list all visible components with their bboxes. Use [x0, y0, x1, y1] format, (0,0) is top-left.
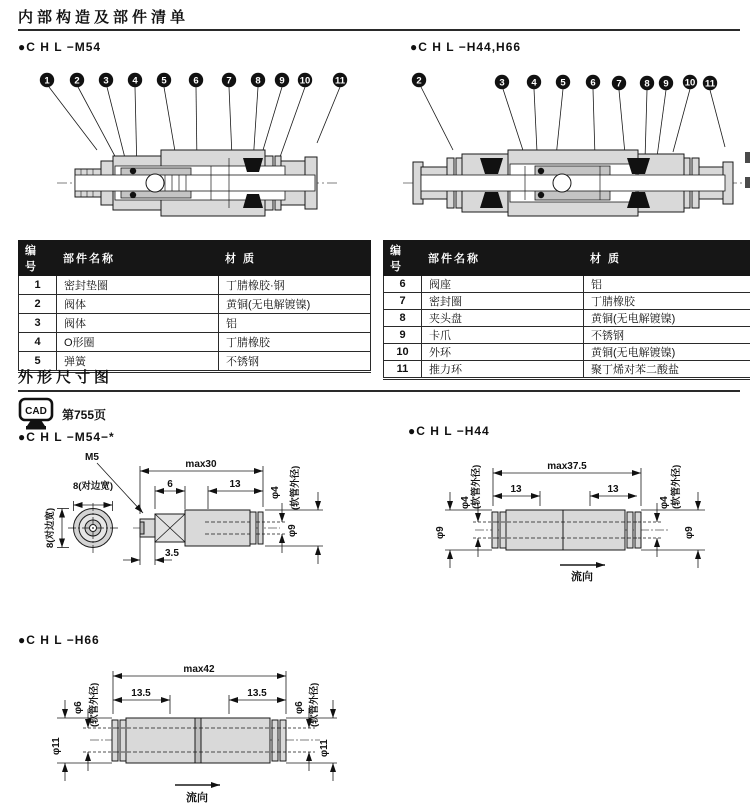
m54-dia-tube-label: φ4 [270, 486, 281, 499]
svg-text:1: 1 [44, 75, 50, 87]
h66-len-r-label: 13.5 [247, 688, 267, 699]
table-row [19, 295, 371, 314]
col-header-name: 部件名称 [422, 241, 584, 276]
dimension-drawing-m54 [35, 443, 335, 573]
svg-text:7: 7 [226, 75, 232, 87]
section1-title: 内部构造及部件清单 [18, 9, 190, 26]
h44-dia-body-r-label: φ9 [684, 526, 695, 539]
part-material: 黄铜(无电解镀镍) [219, 295, 371, 314]
part-material: 铝 [219, 314, 371, 333]
part-name: 阀座 [422, 276, 584, 293]
page-edge-tab [745, 152, 750, 163]
m54-side-view [133, 510, 280, 546]
svg-text:5: 5 [560, 77, 566, 89]
part-material: 丁腈橡胶 [584, 293, 750, 310]
svg-text:4: 4 [132, 75, 138, 87]
table-header-row [384, 241, 750, 276]
svg-text:10: 10 [299, 75, 311, 87]
cad-monitor-icon [18, 397, 56, 431]
table-row [384, 361, 750, 379]
h44h66-callouts [412, 73, 717, 90]
table-row [384, 310, 750, 327]
part-no: 6 [384, 276, 422, 293]
part-material: 不锈钢 [584, 327, 750, 344]
part-no: 4 [19, 333, 57, 352]
svg-text:6: 6 [193, 75, 199, 87]
dimension-drawing-h44 [405, 443, 750, 593]
part-material: 丁腈橡胶·钢 [219, 276, 371, 295]
part-name: 密封圈 [422, 293, 584, 310]
part-name: 卡爪 [422, 327, 584, 344]
h66-flow-label: 流向 [186, 792, 208, 804]
h44-len-r-label: 13 [607, 484, 619, 495]
svg-text:11: 11 [334, 75, 346, 87]
part-no: 3 [19, 314, 57, 333]
part-no: 1 [19, 276, 57, 295]
table-row [384, 276, 750, 293]
part-no: 8 [384, 310, 422, 327]
m54-tube-note-label: (软管外径) [290, 465, 301, 510]
part-name: 弹簧 [57, 352, 219, 372]
dimension-drawing-h66 [25, 645, 355, 811]
h44h66-body [403, 150, 743, 216]
h66-maxlen-label: max42 [183, 664, 215, 675]
h44-dia-tube-l-label: φ4 [460, 496, 471, 509]
h44-dia-tube-r-label: φ4 [659, 496, 670, 509]
svg-text:3: 3 [103, 75, 109, 87]
diagram-label-m54: ●C H L −M54 [18, 40, 102, 54]
m54-callouts [40, 73, 347, 87]
table-row [384, 327, 750, 344]
col-header-name: 部件名称 [57, 241, 219, 276]
h66-dia-body-l-label: φ11 [51, 737, 62, 755]
h44-dia-body-l-label: φ9 [435, 526, 446, 539]
dim-label-m54: ●C H L −M54−* [18, 430, 115, 444]
col-header-no: 编号 [19, 241, 57, 276]
cad-page-reference: 第755页 [62, 408, 107, 422]
part-material: 不锈钢 [219, 352, 371, 372]
col-header-material: 材 质 [219, 241, 371, 276]
svg-text:2: 2 [416, 75, 422, 87]
dim-label-h66: ●C H L −H66 [18, 633, 100, 647]
table-row [384, 344, 750, 361]
h44-maxlen-label: max37.5 [547, 461, 587, 472]
part-no: 7 [384, 293, 422, 310]
part-material: 聚丁烯对苯二酸盐 [584, 361, 750, 379]
h44-tube-note-r-label: (软管外径) [671, 464, 682, 509]
h66-tube-note-r-label: (软管外径) [309, 682, 320, 727]
part-name: 阀体 [57, 314, 219, 333]
part-name: O形圈 [57, 333, 219, 352]
h66-len-l-label: 13.5 [131, 688, 151, 699]
h66-tube-note-l-label: (软管外径) [89, 682, 100, 727]
svg-text:3: 3 [499, 77, 505, 89]
part-no: 11 [384, 361, 422, 379]
diagram-label-h44h66: ●C H L −H44,H66 [410, 40, 522, 54]
svg-text:9: 9 [279, 75, 285, 87]
section2-rule [18, 390, 740, 392]
m54-dia-body-label: φ9 [287, 524, 298, 537]
section1-rule [18, 29, 740, 31]
m54-body [57, 150, 337, 216]
page-edge-tab [745, 177, 750, 188]
part-material: 丁腈橡胶 [219, 333, 371, 352]
table-header-row [19, 241, 371, 276]
col-header-no: 编号 [384, 241, 422, 276]
part-name: 外环 [422, 344, 584, 361]
parts-table-left [18, 240, 371, 373]
svg-text:10: 10 [684, 77, 696, 89]
table-row [19, 333, 371, 352]
m54-flats-top-label: 8(对边宽) [72, 481, 114, 492]
cad-icon-text: CAD [25, 406, 47, 417]
dim-label-h44: ●C H L −H44 [408, 424, 490, 438]
cross-section-diagram-m54 [15, 62, 360, 232]
part-no: 2 [19, 295, 57, 314]
section2-title: 外形尺寸图 [18, 369, 114, 386]
table-row [19, 314, 371, 333]
part-material: 黄铜(无电解镀镍) [584, 310, 750, 327]
svg-text:7: 7 [616, 78, 622, 90]
part-name: 阀体 [57, 295, 219, 314]
part-name: 密封垫圈 [57, 276, 219, 295]
part-no: 10 [384, 344, 422, 361]
part-material: 铝 [584, 276, 750, 293]
m54-maxlen-label: max30 [185, 459, 217, 470]
svg-text:11: 11 [704, 78, 716, 90]
part-name: 夹头盘 [422, 310, 584, 327]
h44-tube-note-l-label: (软管外径) [471, 464, 482, 509]
h66-dia-body-r-label: φ11 [319, 739, 330, 757]
m54-thread-label: M5 [85, 452, 99, 463]
cross-section-diagram-h44h66 [395, 62, 750, 232]
m54-len-c-label: 3.5 [165, 548, 179, 559]
svg-text:6: 6 [590, 77, 596, 89]
svg-text:4: 4 [531, 77, 537, 89]
svg-text:2: 2 [74, 75, 80, 87]
h66-dia-tube-r-label: φ6 [294, 701, 305, 714]
h66-dia-tube-l-label: φ6 [73, 701, 84, 714]
h44-body [475, 510, 670, 550]
table-row [384, 293, 750, 310]
svg-text:8: 8 [644, 78, 650, 90]
part-name: 推力环 [422, 361, 584, 379]
col-header-material: 材 质 [584, 241, 750, 276]
svg-text:5: 5 [161, 75, 167, 87]
h44-flow-label: 流向 [571, 571, 593, 583]
part-no: 9 [384, 327, 422, 344]
part-material: 黄铜(无电解镀镍) [584, 344, 750, 361]
parts-table-right [383, 240, 750, 380]
table-row [19, 276, 371, 295]
svg-text:9: 9 [663, 78, 669, 90]
svg-text:8: 8 [255, 75, 261, 87]
m54-flats-side-label: 8(对边宽) [45, 507, 56, 548]
h44-len-l-label: 13 [510, 484, 522, 495]
m54-len-a-label: 6 [167, 479, 173, 490]
part-no: 5 [19, 352, 57, 372]
m54-len-b-label: 13 [229, 479, 241, 490]
m54-end-view [68, 503, 118, 554]
h66-body [90, 718, 320, 763]
